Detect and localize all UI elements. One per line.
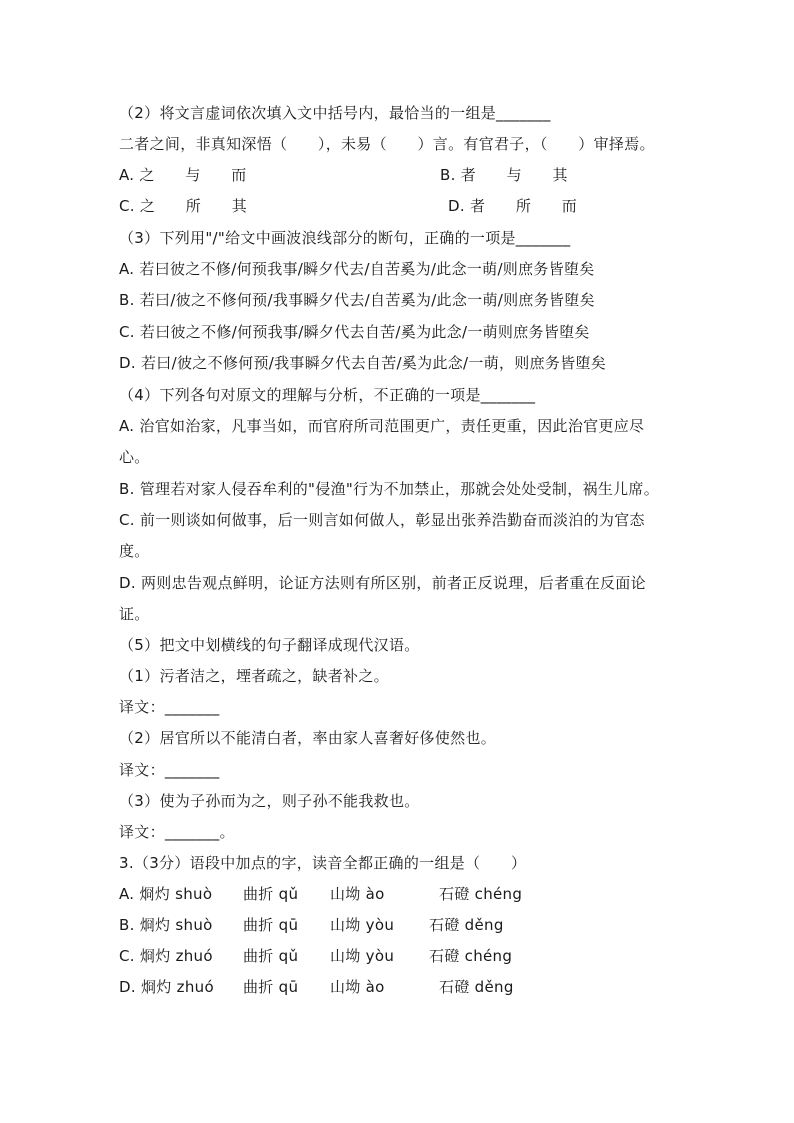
q6-option-cell: D. 烱灼 zhuó	[119, 978, 214, 996]
q6-option-cell: 山坳 yòu	[330, 916, 395, 934]
q5-answer-1: 译文：_______	[119, 698, 220, 716]
q6-option-cell: 曲折 qǔ	[243, 885, 299, 903]
q2-option-c: C. 之 所 其	[119, 197, 248, 215]
q4-option-a-line-1: A. 治官如治家，凡事当如，而官府所司范围更广，责任更重，因此治官更应尽	[119, 417, 645, 435]
q3-option-a: A. 若曰彼之不修/何预我事/瞬夕代去/自苦奚为/此念一萌/则庶务皆堕矣	[119, 260, 595, 278]
q6-option-cell: 石磴 chéng	[439, 885, 523, 903]
q5-sentence-3: （3）使为子孙而为之，则子孙不能我救也。	[119, 792, 420, 810]
q4-stem: （4）下列各句对原文的理解与分析，不正确的一项是_______	[119, 386, 536, 404]
q6-option-cell: A. 烱灼 shuò	[119, 885, 213, 903]
q6-option-cell: 石磴 děng	[429, 916, 504, 934]
q2-passage: 二者之间，非真知深悟（ ），未易（ ）言。有官君子，（ ）审择焉。	[119, 135, 655, 153]
q6-stem: 3.（3分）语段中加点的字，读音全都正确的一组是（ ）	[119, 854, 527, 872]
q2-option-a: A. 之 与 而	[119, 166, 247, 184]
q4-option-b: B. 管理若对家人侵吞牟利的"侵渔"行为不加禁止，那就会处处受制，祸生儿席。	[119, 480, 660, 498]
q4-option-c-line-2: 度。	[119, 542, 150, 560]
q5-sentence-1: （1）污者洁之，堙者疏之，缺者补之。	[119, 667, 389, 685]
q6-option-cell: 山坳 ào	[330, 885, 385, 903]
q6-option-cell: B. 烱灼 shuò	[119, 916, 213, 934]
q4-option-a-line-2: 心。	[119, 448, 150, 466]
q3-stem: （3）下列用"/"给文中画波浪线部分的断句，正确的一项是_______	[119, 229, 571, 247]
q6-option-cell: 石磴 děng	[439, 978, 514, 996]
q6-option-cell: 山坳 yòu	[330, 947, 395, 965]
q5-stem: （5）把文中划横线的句子翻译成现代汉语。	[119, 636, 420, 654]
q6-option-cell: 曲折 qū	[243, 978, 299, 996]
q6-option-cell: 石磴 chéng	[429, 947, 513, 965]
q5-answer-3: 译文：_______。	[119, 823, 235, 841]
q3-option-d: D. 若曰/彼之不修何预/我事瞬夕代去自苦/奚为此念/一萌，则庶务皆堕矣	[119, 354, 607, 372]
q2-stem: （2）将文言虚词依次填入文中括号内，最恰当的一组是_______	[119, 104, 551, 122]
q2-option-d: D. 者 所 而	[448, 197, 578, 215]
q5-sentence-2: （2）居官所以不能清白者，率由家人喜奢好侈使然也。	[119, 729, 497, 747]
q6-option-cell: C. 烱灼 zhuó	[119, 947, 213, 965]
q4-option-d-line-2: 证。	[119, 605, 150, 623]
q3-option-c: C. 若曰彼之不修/何预我事/瞬夕代去自苦/奚为此念/一萌则庶务皆堕矣	[119, 323, 590, 341]
q2-option-b: B. 者 与 其	[440, 166, 568, 184]
q6-option-cell: 曲折 qū	[243, 916, 299, 934]
q4-option-c-line-1: C. 前一则谈如何做事，后一则言如何做人，彰显出张养浩勤奋而淡泊的为官态	[119, 511, 645, 529]
q6-option-cell: 曲折 qǔ	[243, 947, 299, 965]
q4-option-d-line-1: D. 两则忠告观点鲜明，论证方法则有所区别，前者正反说理，后者重在反面论	[119, 574, 646, 592]
q6-option-cell: 山坳 ào	[330, 978, 385, 996]
q3-option-b: B. 若曰/彼之不修何预/我事瞬夕代去/自苦奚为/此念一萌/则庶务皆堕矣	[119, 291, 595, 309]
q5-answer-2: 译文：_______	[119, 761, 220, 779]
